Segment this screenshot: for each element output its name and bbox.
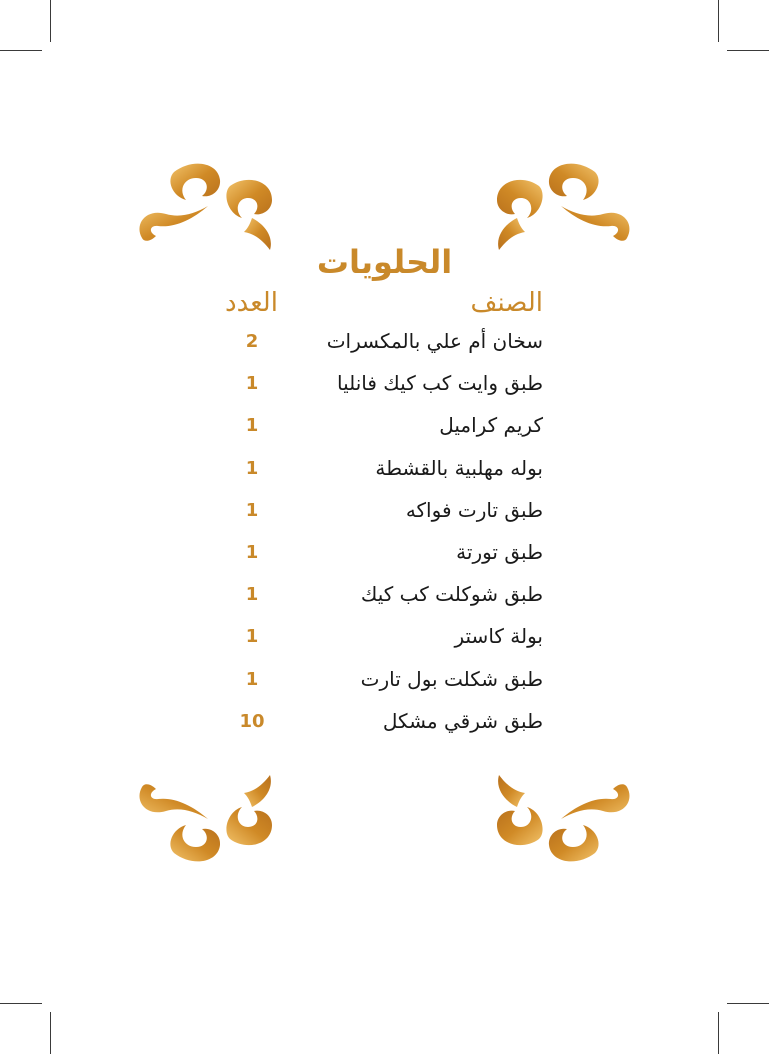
item-name: كريم كراميل — [439, 413, 543, 438]
crop-mark-bottom-right-h — [727, 1003, 769, 1004]
item-qty: 1 — [245, 626, 259, 648]
item-qty: 1 — [245, 541, 259, 563]
item-name: بوله مهلبية بالقشطة — [375, 455, 543, 480]
crop-mark-bottom-left-v — [50, 1012, 51, 1054]
crop-mark-top-left-h — [0, 50, 42, 51]
crop-mark-top-right-v — [718, 0, 719, 42]
item-qty: 1 — [245, 584, 259, 606]
item-name: طبق شرقي مشكل — [382, 708, 543, 733]
crop-mark-bottom-left-h — [0, 1003, 42, 1004]
item-name: بولة كاستر — [454, 624, 543, 649]
list-item — [0, 536, 769, 578]
item-qty: 10 — [239, 710, 265, 732]
item-name: طبق تورتة — [456, 539, 543, 564]
ornament-bottom-left-icon — [132, 772, 282, 867]
item-name: طبق وايت كب كيك فانليا — [336, 371, 543, 396]
crop-mark-bottom-right-v — [718, 1012, 719, 1054]
item-qty: 2 — [245, 331, 259, 352]
crop-mark-top-left-v — [50, 0, 51, 42]
item-qty: 1 — [245, 373, 259, 395]
list-item — [0, 452, 769, 494]
items-list — [0, 325, 769, 747]
list-item — [0, 663, 769, 705]
column-header-item: الصنف — [470, 288, 543, 318]
ornament-top-left-icon — [132, 158, 282, 253]
list-item — [0, 494, 769, 536]
list-item — [0, 367, 769, 409]
ornament-bottom-right-icon — [487, 772, 637, 867]
column-header-qty: العدد — [225, 288, 278, 318]
ornament-top-right-icon — [487, 158, 637, 253]
list-item — [0, 620, 769, 662]
list-item — [0, 705, 769, 747]
list-item — [0, 409, 769, 451]
item-qty: 1 — [245, 415, 259, 437]
list-item — [0, 325, 769, 367]
crop-mark-top-right-h — [727, 50, 769, 51]
list-item — [0, 578, 769, 620]
item-name: سخان أم علي بالمكسرات — [326, 329, 543, 353]
item-qty: 1 — [245, 457, 259, 479]
item-name: طبق شكلت بول تارت — [360, 666, 543, 691]
item-name: طبق شوكلت كب كيك — [360, 582, 543, 607]
item-qty: 1 — [245, 499, 259, 521]
page-title: الحلويات — [316, 243, 453, 281]
item-qty: 1 — [245, 668, 259, 690]
item-name: طبق تارت فواكه — [405, 497, 543, 522]
